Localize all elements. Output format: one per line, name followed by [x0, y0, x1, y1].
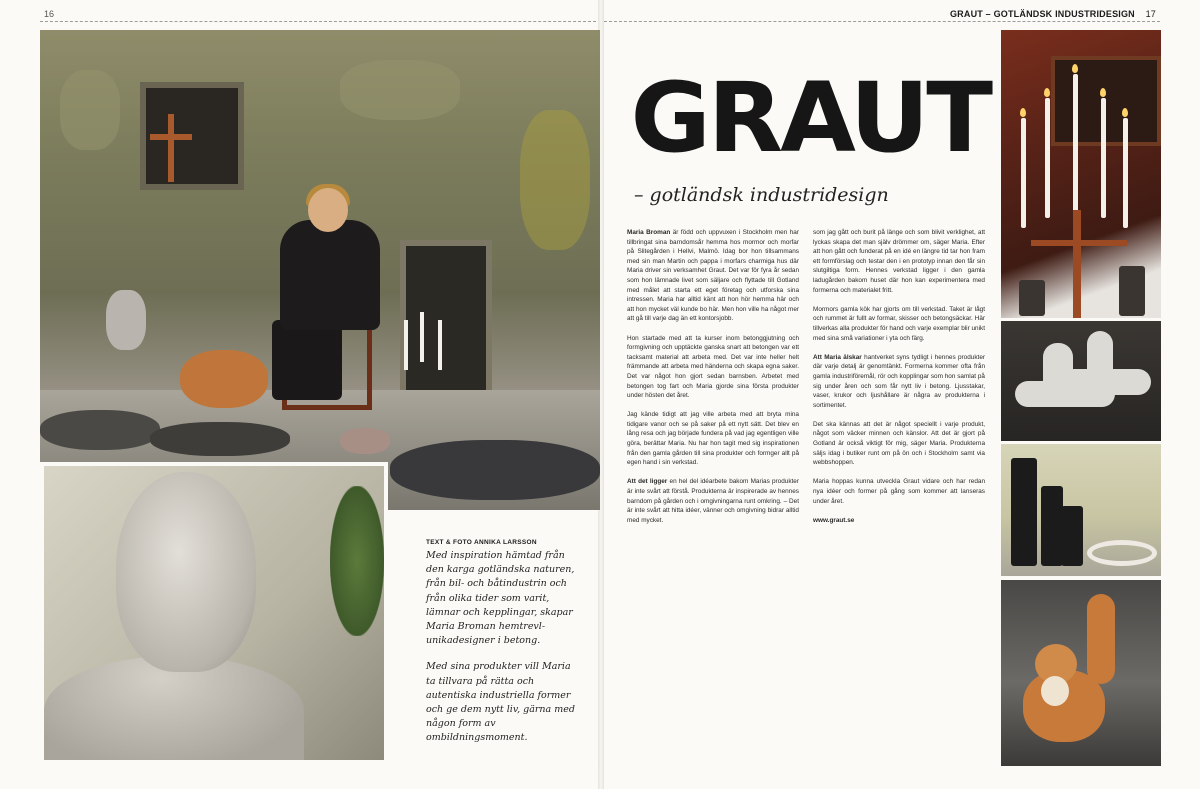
article-title: GRAUT — [630, 62, 991, 174]
vases-photo — [1001, 444, 1161, 576]
running-head — [950, 9, 1156, 19]
wall-shelf — [1051, 56, 1161, 146]
body-paragraph: Att Maria älskar hantverket syns tydligt i hennes produkter där varje detalj är genomtänkt. Formerna kommer ofta från gamla industriföremål, rör och kopplingar som hon samlat på sig under åren och som får nytt liv i betong. Ljusstakar, vaser, krukor och ljushållare är några av produkterna i sortimentet. — [813, 353, 985, 409]
running-head-title: GRAUT – GOTLÄNDSK INDUSTRIDESIGN — [949, 9, 1135, 19]
body-paragraph: Maria hoppas kunna utveckla Graut vidare och har redan nya idéer och former på gång som kommer att lanseras under året. — [813, 478, 985, 505]
candlestick-photo — [1001, 30, 1161, 318]
intro-text — [426, 549, 578, 758]
wall-cross-ornament — [168, 114, 174, 182]
cat-tail — [1087, 594, 1115, 684]
header-rule-right — [604, 21, 1160, 22]
body-column-1 — [627, 228, 799, 768]
bust-head — [116, 472, 256, 672]
body-paragraph: Mormors gamla kök har gjorts om till verkstad. Taket är lågt och rummet är fullt av formar, skisser och betongsäckar. Här tillverkas alla produkter för hand och varje exemplar blir unikt med sina små variationer i yta och färg. — [813, 305, 985, 342]
intro-paragraph: Med sina produkter vill Maria ta tillvara på rätta och autentiska industriella former och ge dem nytt liv, gärna med någon form av ombildningsmoment. — [426, 661, 575, 744]
hero-cat — [180, 350, 268, 408]
website-link[interactable]: www.graut.se — [813, 516, 855, 524]
pipe-holder-photo — [1001, 321, 1161, 441]
page-number-right: 17 — [1145, 9, 1156, 19]
plant-foliage — [330, 486, 384, 636]
page-number-left: 16 — [44, 9, 55, 19]
header-rule-left — [40, 21, 596, 22]
small-bust — [106, 290, 146, 350]
body-paragraph: Hon startade med att ta kurser inom betonggjutning och formgivning och upptäckte ganska snart att betongen var ett tacksamt material att arbeta med. Det var inte heller helt främmande att arbeta med händerna och skapa egna saker. Det var något hon gjort sedan barnsben. Arbetet med betongen tog fart och Maria gjorde sina första produkter under hösten det året. — [627, 334, 799, 400]
bust-photo — [40, 462, 388, 764]
body-paragraph: Maria Broman är född och uppvuxen i Stockholm men har tillbringat sina barndomsår hemma hos mormor och morfar på Slitegården i Hellvi, Malmö. Idag bor hon tillsammans med sin man Martin och pappa i morfars charmiga hus där Maria driver sin verksamhet Graut. Det var för fyra år sedan som hon lämnade livet som säljare och flyttade till Gotland med målet att starta ett eget företag och utforska sina intressen. Maria har alltid känt att hon hör hemma här och att hon mycket väl kunde bo här. Men hon ville ha något mer att gå till varje dag än ett kontorsjobb. — [627, 229, 799, 323]
body-paragraph: Jag kände tidigt att jag ville arbeta med att bryta mina tidigare vanor och se på saker på ett nytt sätt. Det blev en lång resa och jag började fundera på vad jag egentligen ville göra, berättar Maria. Nu har hon tagit med sig inspirationen från den gamla gården till sina produkter och formger allt på egen hand i sin verkstad. — [627, 411, 799, 467]
intro-paragraph: Med inspiration hämtad från den karga gotländska naturen, från bil- och båtindustrin och från olika tider som varit, lämnar och kepplingar, skapar Maria Broman hemtrevl-unikadesigner i betong. — [426, 550, 575, 647]
candlestick-stem — [1073, 210, 1081, 318]
body-paragraph: Det ska kännas att det är något speciellt i varje produkt, något som väcker minnen och känslor. Att det är gjort på Gotland är också viktigt för mig, säger Maria. Produkterna säljs idag i butiker runt om på ön och i Stockholm samt via webbshoppen. — [813, 420, 985, 467]
body-paragraph: som jag gått och burit på länge och som blivit verklighet, att lyckas skapa det man själv drömmer om, säger Maria. Efter att hon gått och funderat på en idé en längre tid tar hon fram ett formförslag och testar den i en prototyp innan den får sin slutgiltiga form. Hennes verkstad ligger i den gamla ladugården bakom huset där hon kan experimentera med formerna och materialet fritt. — [813, 229, 985, 294]
photo-credit: TEXT & FOTO ANNIKA LARSSON — [426, 539, 537, 546]
stone-doorway — [400, 240, 492, 410]
woman-figure — [280, 220, 380, 330]
cat-photo — [1001, 580, 1161, 766]
body-column-2 — [813, 228, 985, 768]
article-subtitle: – gotländsk industridesign — [634, 184, 889, 206]
hero-photo — [40, 30, 600, 510]
body-paragraph: Att det ligger en hel del idéarbete bakom Marias produkter är inte svårt att förstå. Produkterna är inspirerade av hennes barndom på gården och i omgivningarna runt omkring. – Det är inte svårt att hitta idéer, vänner och omgivning bidrar alltid med mycket. — [627, 478, 799, 524]
bust-shoulders — [44, 656, 304, 764]
